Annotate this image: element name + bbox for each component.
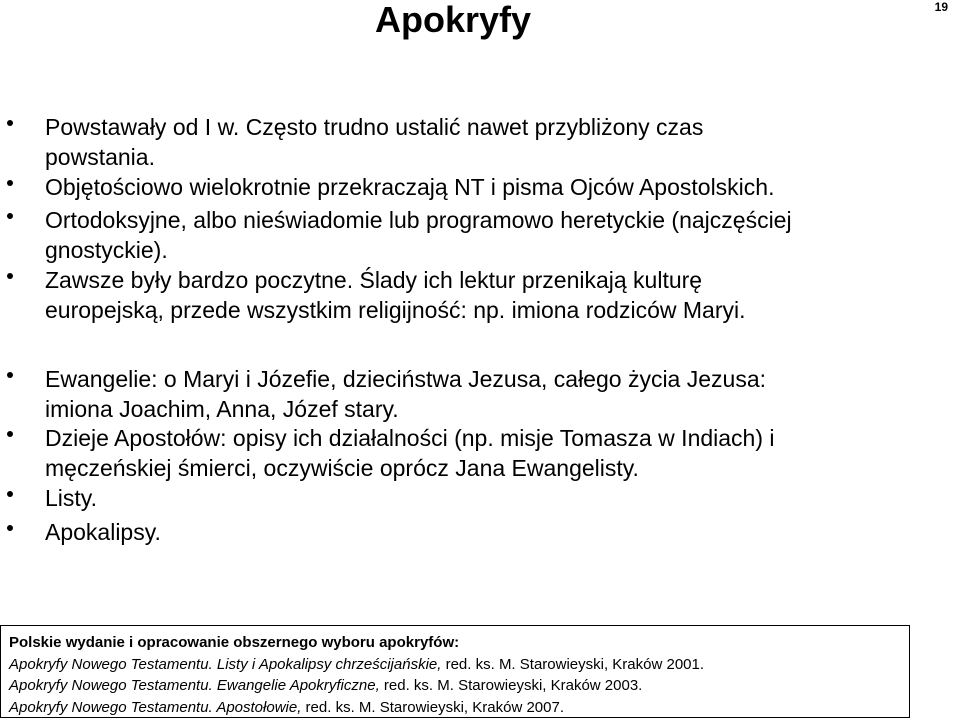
bullet-line: Apokalipsy. xyxy=(45,519,161,545)
bullet-icon xyxy=(7,120,15,128)
bibliography-entry-details: red. ks. M. Starowieyski, Kraków 2007. xyxy=(301,698,564,716)
bullet-icon xyxy=(7,431,15,439)
page-number: 19 xyxy=(934,0,948,14)
bullet-text xyxy=(45,364,945,424)
bullet-line: Powstawały od I w. Często trudno ustalić nawet przybliżony czas xyxy=(45,114,704,140)
bibliography-heading: Polskie wydanie i opracowanie obszernego wyboru apokryfów: xyxy=(9,634,460,651)
bullet-icon xyxy=(7,273,15,281)
bullet-line: Zawsze były bardzo poczytne. Ślady ich lektur przenikają kulturę xyxy=(45,267,703,293)
bibliography-entry-details: red. ks. M. Starowieyski, Kraków 2003. xyxy=(379,677,643,694)
bibliography-entry xyxy=(9,697,901,719)
bibliography-entry-title: Apokryfy Nowego Testamentu. Listy i Apokalipsy chrześcijańskie, xyxy=(9,655,442,673)
bibliography-entry xyxy=(9,654,901,676)
bullet-icon xyxy=(7,491,15,499)
bullet-text xyxy=(45,517,945,547)
bullet-line: imiona Joachim, Anna, Józef stary. xyxy=(45,396,399,422)
bullet-line: Listy. xyxy=(45,485,97,511)
bibliography-entry xyxy=(9,675,901,697)
bullet-line: Ewangelie: o Maryi i Józefie, dzieciństwa Jezusa, całego życia Jezusa: xyxy=(45,366,767,392)
bullet-text xyxy=(45,423,945,483)
bullet-text xyxy=(45,112,945,172)
bullet-icon xyxy=(7,525,15,533)
bullet-icon xyxy=(7,213,15,221)
bullet-line: gnostyckie). xyxy=(45,237,168,263)
bullet-icon xyxy=(7,372,15,380)
bullet-line: męczeńskiej śmierci, oczywiście oprócz Jana Ewangelisty. xyxy=(45,455,639,481)
bullet-line: powstania. xyxy=(45,144,155,170)
bibliography-entry-details: red. ks. M. Starowieyski, Kraków 2001. xyxy=(441,655,705,673)
bullet-line: Dzieje Apostołów: opisy ich działalności (np. misje Tomasza w Indiach) i xyxy=(45,425,775,451)
bullet-text xyxy=(45,265,945,325)
bullet-line: Objętościowo wielokrotnie przekraczają NT i pisma Ojców Apostolskich. xyxy=(45,174,775,200)
bullet-text xyxy=(45,205,945,265)
bibliography-entry-title: Apokryfy Nowego Testamentu. Ewangelie Apokryficzne, xyxy=(9,677,380,694)
bullet-icon xyxy=(7,180,15,188)
bibliography-box xyxy=(0,625,910,718)
bullet-line: europejską, przede wszystkim religijność: np. imiona rodziców Maryi. xyxy=(45,297,746,323)
slide-title: Apokryfy xyxy=(374,0,532,40)
bibliography-entry-title: Apokryfy Nowego Testamentu. Apostołowie, xyxy=(9,698,302,716)
bullet-text xyxy=(45,483,945,513)
bullet-text xyxy=(45,172,945,202)
bullet-line: Ortodoksyjne, albo nieświadomie lub programowo heretyckie (najczęściej xyxy=(45,207,792,233)
